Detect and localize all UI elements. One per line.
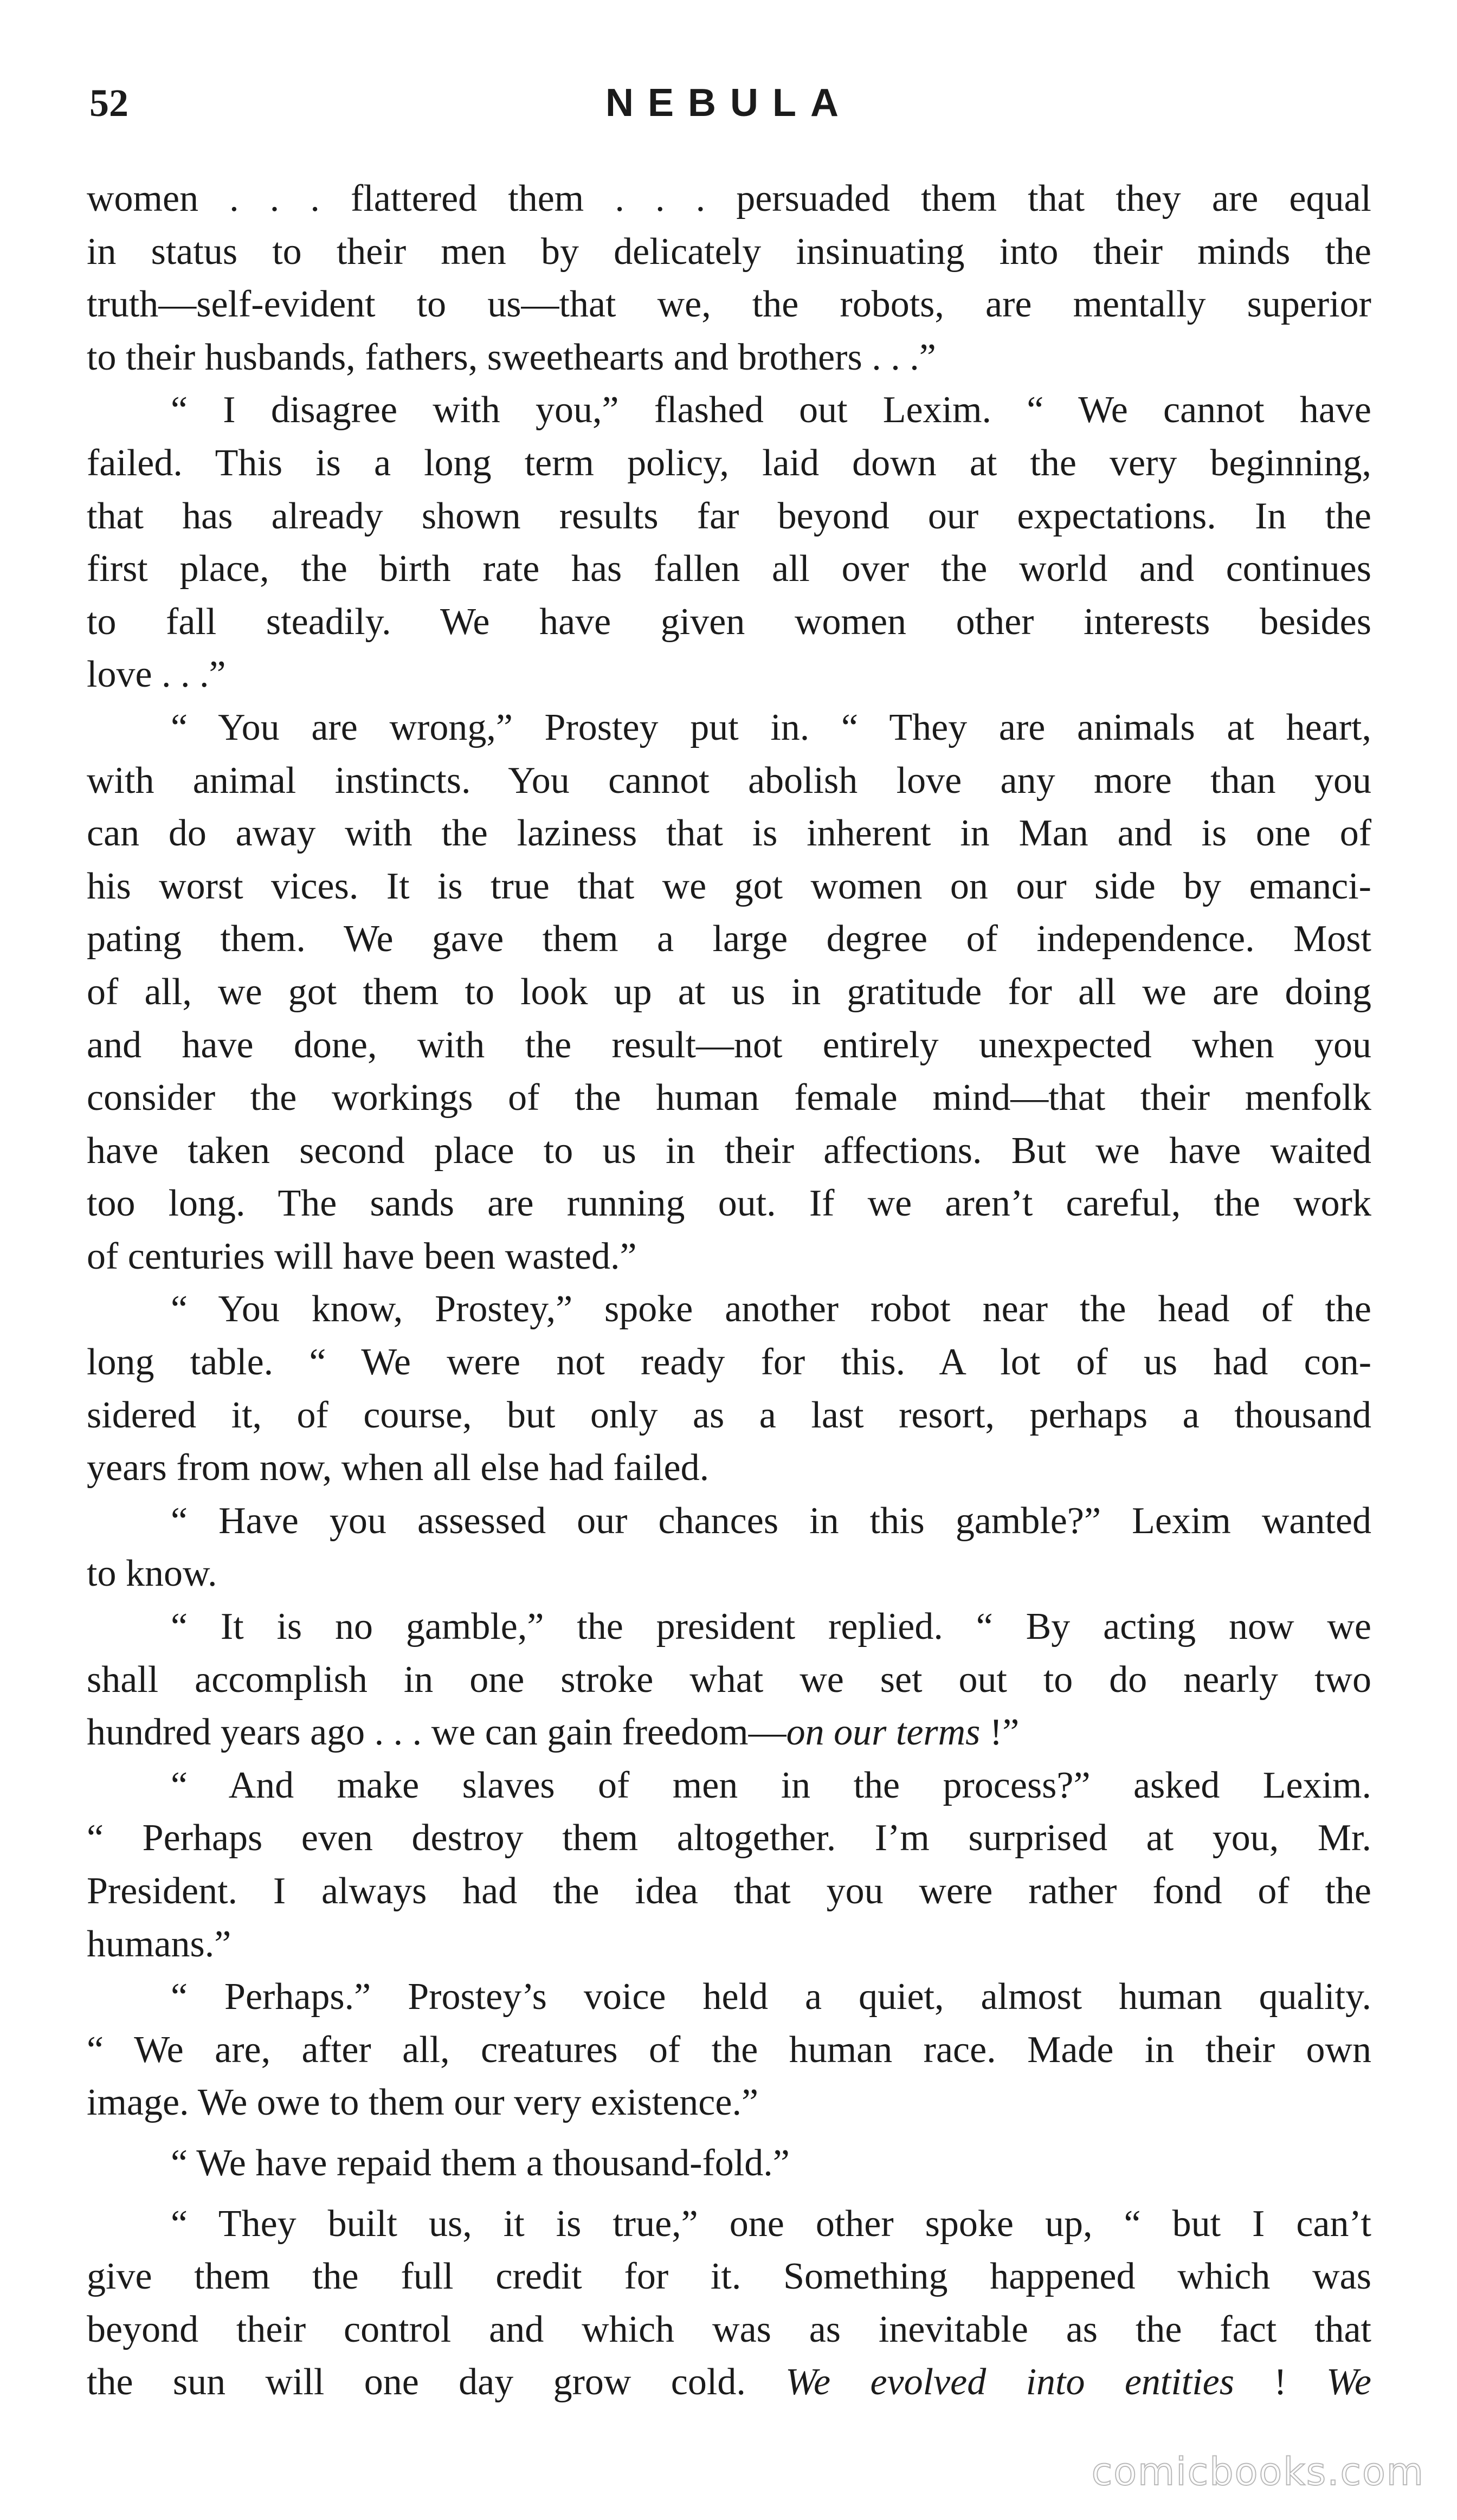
text-line: to fall steadily. We have given women other interests besides bbox=[87, 600, 1371, 643]
text-line: failed. This is a long term policy, laid down at the very beginning, bbox=[87, 442, 1371, 484]
text-line: that has already shown results far beyond our expectations. In the bbox=[87, 495, 1371, 537]
page-header bbox=[81, 76, 1377, 135]
text-line: to their husbands, fathers, sweethearts and brothers . . .” bbox=[87, 336, 936, 378]
text-segment: hundred years ago . . . we can gain freedom— bbox=[87, 1711, 786, 1754]
text-line: “ You know, Prostey,” spoke another robot near the head of the bbox=[171, 1288, 1371, 1330]
text-line: give them the full credit for it. Something happened which was bbox=[87, 2256, 1371, 2298]
text-line: long table. “ We were not ready for this. A lot of us had con- bbox=[87, 1341, 1371, 1384]
text-line: and have done, with the result—not entirely unexpected when you bbox=[87, 1024, 1371, 1066]
text-line: love . . .” bbox=[87, 654, 226, 696]
text-line: in status to their men by delicately insinuating into their minds the bbox=[87, 230, 1371, 273]
text-line: consider the workings of the human female mind—that their menfolk bbox=[87, 1077, 1371, 1119]
text-line: “ It is no gamble,” the president replied. “ By acting now we bbox=[171, 1606, 1371, 1648]
text-line: of centuries will have been wasted.” bbox=[87, 1235, 637, 1277]
text-line: shall accomplish in one stroke what we set out to do nearly two bbox=[87, 1658, 1371, 1701]
text-line: to know. bbox=[87, 1553, 217, 1595]
text-segment: the sun will one day grow cold. bbox=[87, 2361, 786, 2403]
text-line: first place, the birth rate has fallen all over the world and continues bbox=[87, 548, 1371, 590]
watermark: comicbooks.com bbox=[1091, 2450, 1424, 2494]
text-line: President. I always had the idea that you were rather fond of the bbox=[87, 1870, 1371, 1912]
text-line: “ And make slaves of men in the process?” asked Lexim. bbox=[171, 1764, 1371, 1806]
text-line: “ I disagree with you,” flashed out Lexim. “ We cannot have bbox=[171, 389, 1371, 431]
text-line: “ Perhaps even destroy them altogether. I’m surprised at you, Mr. bbox=[87, 1817, 1371, 1859]
text-line bbox=[87, 2356, 1371, 2409]
text-segment: !” bbox=[980, 1711, 1020, 1754]
emphasis-we-evolved: We evolved into entities bbox=[785, 2361, 1234, 2403]
text-line: “ Have you assessed our chances in this gamble?” Lexim wanted bbox=[171, 1500, 1371, 1542]
text-segment: ! bbox=[1234, 2361, 1327, 2403]
page-number: 52 bbox=[89, 81, 128, 125]
text-line: humans.” bbox=[87, 1923, 231, 1965]
text-line: of all, we got them to look up at us in gratitude for all we are doing bbox=[87, 971, 1371, 1013]
text-line: image. We owe to them our very existence.” bbox=[87, 2082, 759, 2124]
text-line: have taken second place to us in their affections. But we have waited bbox=[87, 1129, 1371, 1172]
text-line: “ They built us, it is true,” one other spoke up, “ but I can’t bbox=[171, 2202, 1371, 2245]
running-title: NEBULA bbox=[605, 81, 853, 125]
text-line: sidered it, of course, but only as a last resort, perhaps a thousand bbox=[87, 1394, 1371, 1436]
text-line: with animal instincts. You cannot abolish love any more than you bbox=[87, 759, 1371, 802]
text-line: “ Perhaps.” Prostey’s voice held a quiet, almost human quality. bbox=[171, 1976, 1371, 2018]
text-line: can do away with the laziness that is inherent in Man and is one of bbox=[87, 812, 1371, 855]
body-text bbox=[87, 172, 1371, 2409]
emphasis-we: We bbox=[1326, 2361, 1371, 2403]
text-line bbox=[87, 1706, 1371, 1759]
text-line: truth—self-evident to us—that we, the robots, are mentally superior bbox=[87, 283, 1371, 326]
text-line: “ We have repaid them a thousand-fold.” bbox=[171, 2142, 790, 2184]
text-line: beyond their control and which was as inevitable as the fact that bbox=[87, 2308, 1371, 2350]
paragraph-gap bbox=[87, 2190, 1371, 2198]
text-line: too long. The sands are running out. If we aren’t careful, the work bbox=[87, 1183, 1371, 1225]
text-line: years from now, when all else had failed. bbox=[87, 1447, 710, 1489]
text-line: women . . . flattered them . . . persuaded them that they are equal bbox=[87, 178, 1371, 219]
text-line: his worst vices. It is true that we got women on our side by emanci- bbox=[87, 865, 1371, 907]
text-line: pating them. We gave them a large degree of independence. Most bbox=[87, 918, 1371, 960]
text-line: “ You are wrong,” Prostey put in. “ They are animals at heart, bbox=[171, 706, 1371, 748]
text-line: “ We are, after all, creatures of the human race. Made in their own bbox=[87, 2028, 1371, 2071]
paragraph-gap bbox=[87, 2129, 1371, 2137]
emphasis-on-our-terms: on our terms bbox=[786, 1711, 981, 1754]
